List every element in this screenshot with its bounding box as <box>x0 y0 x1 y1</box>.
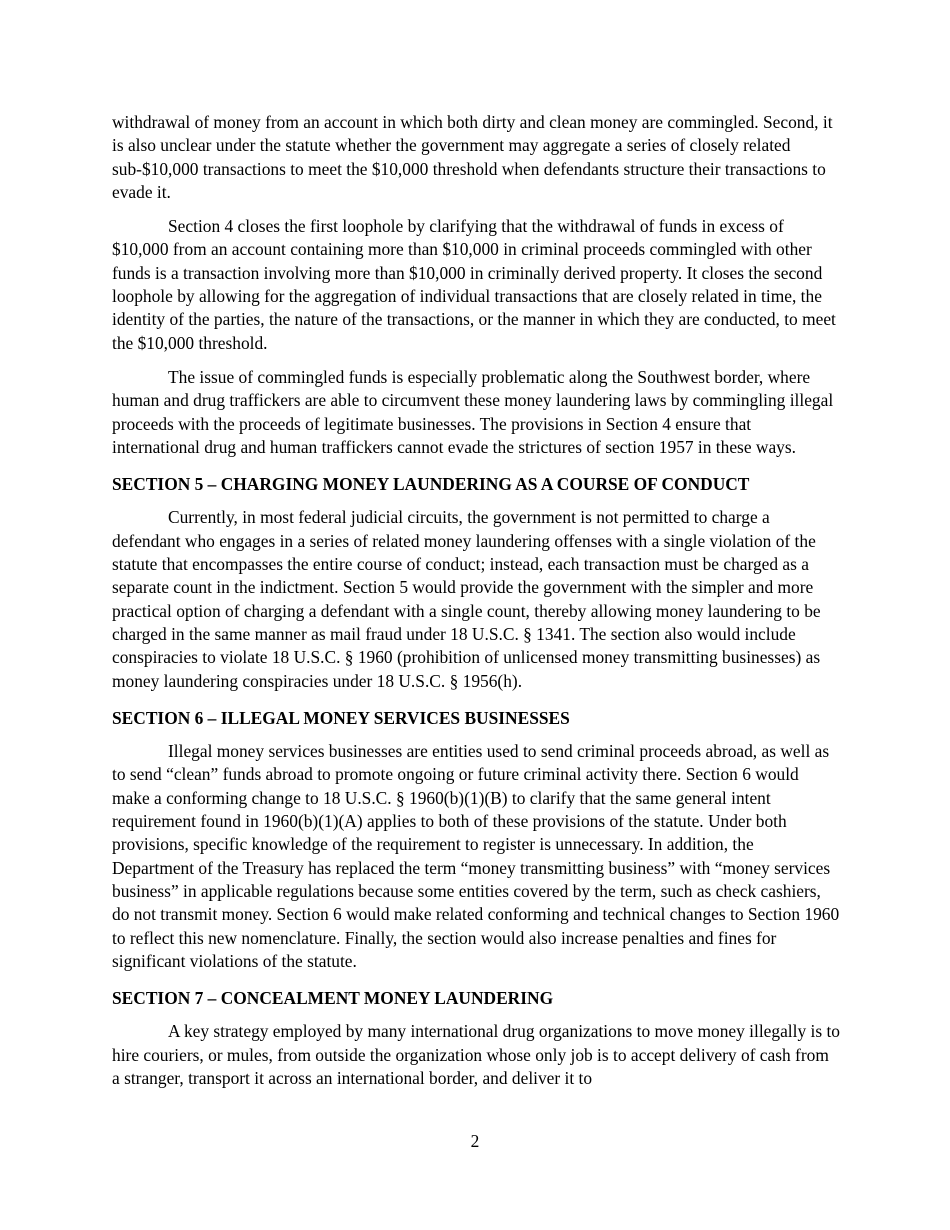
page-number: 2 <box>470 1131 480 1151</box>
document-page <box>112 111 840 1101</box>
section5-heading: SECTION 5 – CHARGING MONEY LAUNDERING AS A COURSE OF CONDUCT <box>112 474 750 495</box>
section6-heading: SECTION 6 – ILLEGAL MONEY SERVICES BUSINESSES <box>112 707 570 728</box>
section7-body: A key strategy employed by many international drug organizations to move money illegally is to hire couriers, or mules, from outside the organization whose only job is to accept delivery of cash from a stranger, transport it across an international border, and deliver it to <box>112 1021 840 1088</box>
paragraph-commingled-withdrawal: withdrawal of money from an account in which both dirty and clean money are commingled. Second, it is also unclear under the statute whether the government may aggregate a series of closely related sub-$10,000 transactions to meet the $10,000 threshold when defendants structure their transactions to evade it. <box>112 112 833 202</box>
section6-body: Illegal money services businesses are entities used to send criminal proceeds abroad, as well as to send “clean” funds abroad to promote ongoing or future criminal activity there. Section 6 would make a conforming change to 18 U.S.C. § 1960(b)(1)(B) to clarify that the same general intent requirement found in 1960(b)(1)(A) applies to both of these provisions of the statute. Under both provisions, specific knowledge of the requirement to register is unnecessary. In addition, the Department of the Treasury has replaced the term “money transmitting business” with “money services business” in applicable regulations because some entities covered by the term, such as check cashiers, do not transmit money. Section 6 would make related conforming and technical changes to Section 1960 to reflect this new nomenclature. Finally, the section would also increase penalties and fines for significant violations of the statute. <box>112 741 840 971</box>
section7-heading: SECTION 7 – CONCEALMENT MONEY LAUNDERING <box>112 988 554 1009</box>
paragraph-section4-loopholes: Section 4 closes the first loophole by clarifying that the withdrawal of funds in excess of $10,000 from an account containing more than $10,000 in criminal proceeds commingled with other funds is a transaction involving more than $10,000 in criminally derived property. It closes the second loophole by allowing for the aggregation of individual transactions that are closely related in time, the identity of the parties, the nature of the transactions, or the manner in which they are conducted, to meet the $10,000 threshold. <box>112 216 836 353</box>
paragraph-southwest-border: The issue of commingled funds is especially problematic along the Southwest border, where human and drug traffickers are able to circumvent these money laundering laws by commingling illegal proceeds with the proceeds of legitimate businesses. The provisions in Section 4 ensure that international drug and human traffickers cannot evade the strictures of section 1957 in these ways. <box>112 366 834 457</box>
section5-body: Currently, in most federal judicial circuits, the government is not permitted to charge a defendant who engages in a series of related money laundering offenses with a single violation of the statute that encompasses the entire course of conduct; instead, each transaction must be charged as a separate count in the indictment. Section 5 would provide the government with the simpler and more practical option of charging a defendant with a single count, thereby allowing money laundering to be charged in the same manner as mail fraud under 18 U.S.C. § 1341. The section also would include conspiracies to violate 18 U.S.C. § 1960 (prohibition of unlicensed money transmitting businesses) as money laundering conspiracies under 18 U.S.C. § 1956(h). <box>112 507 821 691</box>
